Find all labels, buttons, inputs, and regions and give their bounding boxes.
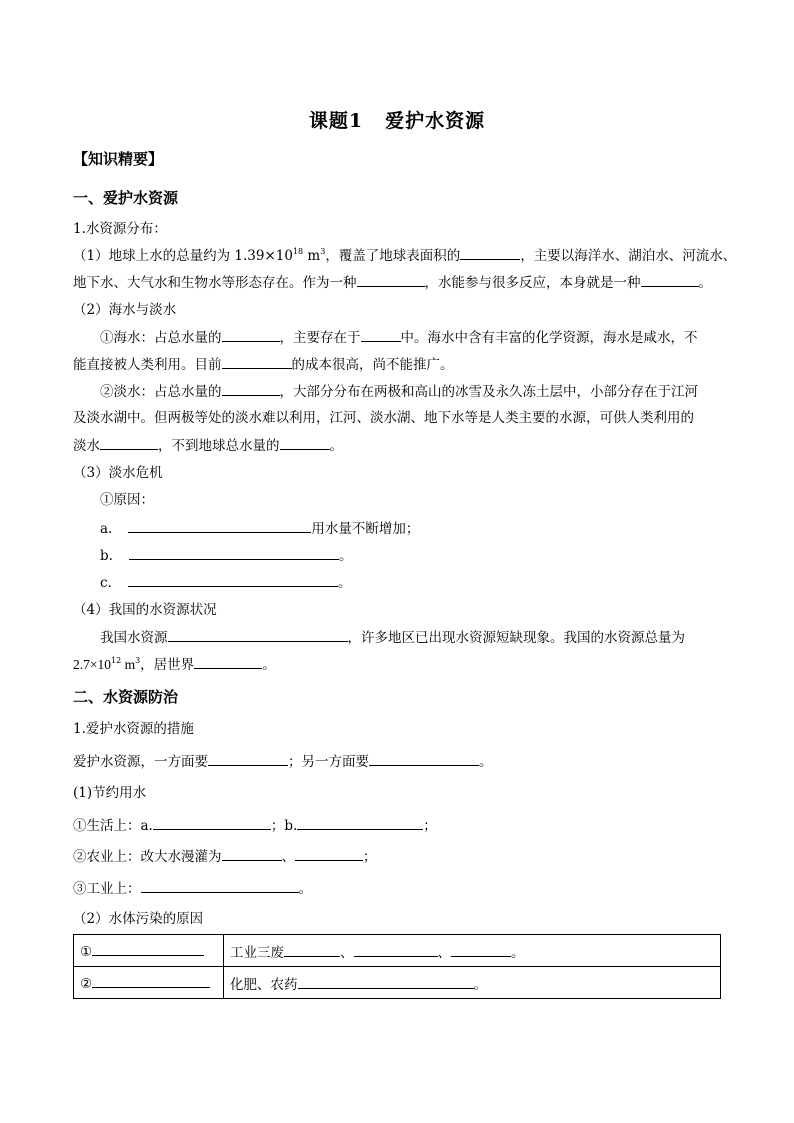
page-title bbox=[0, 106, 794, 133]
cause-b: b. 。 bbox=[100, 548, 353, 564]
cause-label: ①原因： bbox=[100, 492, 154, 508]
item1-heading: 1.水资源分布： bbox=[73, 221, 167, 237]
blank-field[interactable] bbox=[357, 273, 425, 287]
table-cell: 工业三废 、 、 。 bbox=[224, 935, 721, 967]
knowledge-heading: 【知识精要】 bbox=[73, 150, 164, 168]
protect-line: 爱护水资源，一方面要 ；另一方面要 。 bbox=[73, 754, 493, 770]
pollution-heading: （2）水体污染的原因 bbox=[73, 911, 204, 927]
blank-field[interactable] bbox=[168, 628, 348, 642]
blank-field[interactable] bbox=[284, 943, 340, 957]
table-row bbox=[74, 935, 721, 967]
blank-field[interactable] bbox=[129, 546, 339, 560]
industry-line: ③工业上： 。 bbox=[73, 881, 312, 897]
p4-heading: （4）我国的水资源状况 bbox=[73, 602, 217, 618]
blank-field[interactable] bbox=[280, 436, 330, 450]
agri-line: ②农业上：改大水漫灌为 、 ； bbox=[73, 849, 377, 865]
save-heading: (1)节约用水 bbox=[73, 785, 147, 801]
sea-line2: 能直接被人类利用。目前 的成本很高，尚不能推广。 bbox=[73, 357, 454, 373]
table-cell: ① bbox=[74, 935, 224, 967]
blank-field[interactable] bbox=[128, 519, 311, 533]
table-cell: ② bbox=[74, 967, 224, 999]
blank-field[interactable] bbox=[141, 879, 299, 893]
section1-heading: 一、爱护水资源 bbox=[73, 189, 179, 207]
fresh-line2: 及淡水湖中。但两极等处的淡水难以利用，江河、淡水湖、地下水等是人类主要的水源，可供人类利用的 bbox=[73, 410, 694, 426]
blank-field[interactable] bbox=[128, 573, 338, 587]
blank-field[interactable] bbox=[208, 752, 288, 766]
blank-field[interactable] bbox=[92, 974, 210, 988]
blank-field[interactable] bbox=[222, 355, 292, 369]
blank-field[interactable] bbox=[460, 246, 520, 260]
blank-field[interactable] bbox=[641, 273, 699, 287]
blank-field[interactable] bbox=[153, 816, 271, 830]
blank-field[interactable] bbox=[295, 847, 363, 861]
blank-field[interactable] bbox=[222, 328, 280, 342]
p3-heading: （3）淡水危机 bbox=[73, 465, 163, 481]
blank-field[interactable] bbox=[297, 816, 423, 830]
p2-heading: （2）海水与淡水 bbox=[73, 302, 177, 318]
table-row bbox=[74, 967, 721, 999]
blank-field[interactable] bbox=[100, 436, 158, 450]
blank-field[interactable] bbox=[222, 847, 282, 861]
section2-heading: 二、水资源防治 bbox=[73, 688, 179, 706]
cause-a: a. 用水量不断增加； bbox=[100, 521, 420, 537]
blank-field[interactable] bbox=[451, 943, 511, 957]
p4-line2: $2.7\times 10^{12}$ $m^3$，居世界 。 bbox=[73, 656, 276, 673]
table-cell: 化肥、农药 。 bbox=[224, 967, 721, 999]
lesson-title: 爱护水资源 bbox=[385, 110, 486, 132]
blank-field[interactable] bbox=[369, 752, 479, 766]
blank-field[interactable] bbox=[92, 942, 204, 956]
blank-field[interactable] bbox=[354, 943, 438, 957]
p1-line1: （1）地球上水的总量约为 $1.39\times 10^{18}$ $m^3$，覆盖了地球表面积的 ，主要以海洋水、湖泊水、河流水、 bbox=[73, 247, 737, 264]
p4-line1: 我国水资源 ，许多地区已出现水资源短缺现象。我国的水资源总量为 bbox=[100, 630, 685, 646]
blank-field[interactable] bbox=[298, 975, 474, 989]
blank-field[interactable] bbox=[222, 382, 280, 396]
sea-line1: ①海水：占总水量的 ，主要存在于 中。海水中含有丰富的化学资源，海水是咸水，不 bbox=[100, 330, 698, 346]
pollution-table bbox=[73, 934, 721, 999]
life-line: ①生活上：a. ；b. ； bbox=[73, 818, 437, 834]
item2-heading: 1.爱护水资源的措施 bbox=[73, 721, 194, 737]
blank-field[interactable] bbox=[194, 655, 262, 669]
cause-c: c. 。 bbox=[100, 575, 352, 591]
blank-field[interactable] bbox=[361, 328, 401, 342]
lesson-number: 课题1 bbox=[308, 110, 364, 132]
p1-line2: 地下水、大气水和生物水等形态存在。作为一种 ，水能参与很多反应，本身就是一种 。 bbox=[73, 275, 712, 291]
fresh-line3: 淡水 ，不到地球总水量的 。 bbox=[73, 438, 343, 454]
fresh-line1: ②淡水：占总水量的 ，大部分分布在两极和高山的冰雪及永久冻土层中，小部分存在于江河 bbox=[100, 384, 698, 400]
